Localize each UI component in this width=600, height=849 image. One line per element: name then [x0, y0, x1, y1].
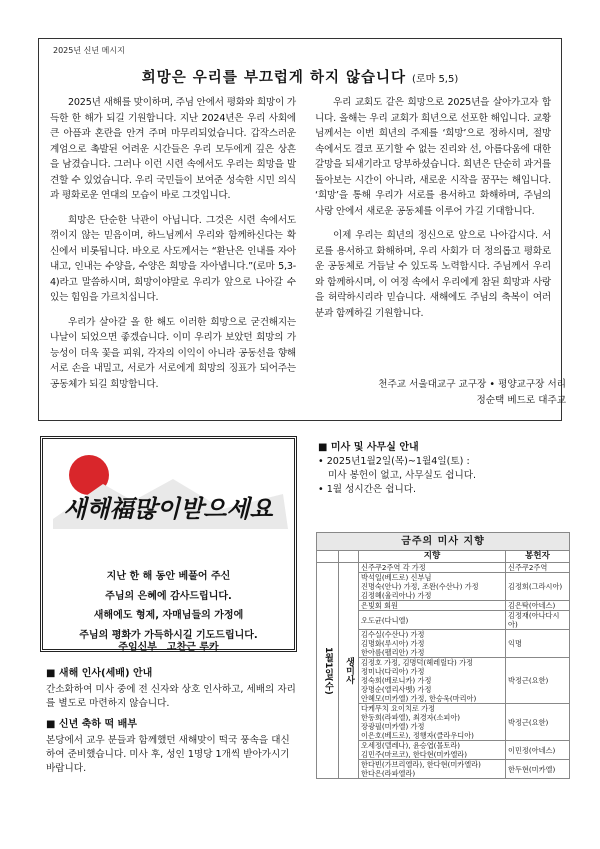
title-text: 희망은 우리를 부끄럽게 하지 않습니다 [141, 70, 407, 86]
intention-cell [359, 573, 506, 601]
message-title [39, 66, 561, 87]
header-offerer: 봉헌자 [506, 551, 570, 563]
paragraph: 2025년 새해를 맞이하며, 주님 안에서 평화와 희망이 가득한 한 해가 되길 기원합니다. 지난 2024년은 우리 사회에 큰 아픔과 혼란을 안겨 주며 마무리되었습니다. 갑작스러운 계엄으로 촉발된 어려운 시간들은 우리 모두에게 깊은 상흔을 남겼습니다. 그러나 이런 시련 속에서도 우리는 희망을 발견할 수 있었습니다. 우리 국민들이 보여준 성숙한 시민 의식과 평화로운 연대의 모습이 바로 그것입니다. [50, 97, 296, 201]
intention-line: 김명화(루시아) 가정 [361, 639, 425, 648]
intention-line: 한다은(라파엘라) [361, 769, 416, 778]
greeting-line: 새해에도 형제, 자매님들의 가정에 [93, 610, 244, 621]
intention-line: 박석일(베드로) 신부님 [361, 573, 432, 582]
intention-cell [359, 601, 506, 611]
intention-cell [359, 760, 506, 779]
offerer-cell: 박정근(요한) [506, 658, 570, 704]
paragraph: 우리가 살아갈 올 한 해도 이러한 희망으로 굳건해지는 나날이 되었으면 좋겠습니다. 이미 우리가 보았던 희망의 가능성이 더욱 꽃을 피워, 각자의 이익이 아니라 공동선을 향해 서로 손을 내밀고, 서로가 서로에게 희망의 징표가 되어주는 공동체가 되길 희망합니다. [50, 316, 296, 390]
table-body [317, 563, 570, 779]
intention-line: 김정호 가정, 김명덕(헤레릴다) 가정 [361, 658, 473, 667]
intention-cell [359, 704, 506, 741]
greeting-line: 주님의 평화가 가득하시길 기도드립니다. [79, 629, 258, 641]
intention-line: 정미나(다리아) 가정 [361, 667, 425, 676]
intention-line: 김수실(수산나) 가정 [361, 630, 425, 639]
paragraph: 이제 우리는 희년의 정신으로 앞으로 나아갑시다. 서로를 용서하고 화해하며, 우리 사회가 더 정의롭고 평화로운 공동체로 거듭날 수 있도록 노력합시다. 주님께서 우리와 함께하시며, 이 여정 속에서 우리에게 참된 희망과 사랑을 허락하시리라 믿습니다. 새해에도 주님의 축복이 여러분과 함께하길 기원합니다. [315, 230, 551, 319]
notice-bullet-detail: 미사 봉헌이 없고, 사무실도 쉽니다. [328, 470, 477, 481]
mass-type-cell: 생미사 [339, 563, 359, 779]
signature-name: 정순택 베드로 대주교 [476, 395, 566, 406]
intention-cell [359, 741, 506, 760]
offerer-cell: 이민정(아네스) [506, 741, 570, 760]
intention-cell [359, 630, 506, 658]
notice-greeting [46, 667, 296, 711]
header-blank [339, 551, 359, 563]
intention-cell [359, 563, 506, 573]
offerer-cell: 김은탁(아네스) [506, 601, 570, 611]
pastor-signature: 주임신부 고찬근 루카 [118, 642, 219, 653]
intention-line: 김정혜(율리아나) 가정 [361, 591, 432, 600]
intention-line: 장명순(엘리사벳) 가정 [361, 685, 432, 694]
offerer-cell: 한두현(미카엘) [506, 760, 570, 779]
message-right-column [315, 95, 551, 330]
day-cell: 1월1일(수) [317, 563, 339, 779]
intention-line: 오도균(다니엘) [361, 615, 409, 625]
mass-office-notice [318, 441, 568, 497]
notice-bullet: • 2025년1월2일(목)~1월4일(토) : [318, 456, 470, 467]
intention-line: 한다빈(가브리엘라), 한다현(미카엘라) [361, 760, 481, 769]
paragraph: 희망은 단순한 낙관이 아닙니다. 그것은 시련 속에서도 꺾이지 않는 믿음이며, 하느님께서 우리와 함께하신다는 확신에서 비롯됩니다. 바오로 사도께서는 “환난은 인내를 자아내고, 인내는 수양을, 수양은 희망을 자아냅니다.”(로마 5,3-4)라고 말씀하시며, 희망이야말로 우리가 앞으로 나아갈 수 있는 힘임을 가르치십니다. [50, 214, 296, 303]
table-caption: 금주의 미사 지향 [317, 533, 570, 551]
greeting-card [40, 436, 297, 652]
intention-line: 진명숙(안나) 가정, 조완(수산나) 가정 [361, 582, 479, 591]
header-intention: 지향 [359, 551, 506, 563]
message-left-column [50, 95, 296, 401]
notice-title: ■ 신년 축하 떡 배부 [46, 719, 137, 730]
intention-line: 은빛회 회원 [361, 601, 399, 610]
notice-rice-cake [46, 718, 296, 776]
message-label: 2025년 신년 메시지 [53, 46, 125, 55]
notice-body: 본당에서 교우 분들과 함께했던 새해맞이 떡국 풍속을 대신하여 준비했습니다. 미사 후, 성인 1명당 1개씩 받아가시기 바랍니다. [46, 735, 290, 774]
intention-line: 장광필(미카엘) 가정 [361, 722, 425, 731]
intention-line: 한아름(펠리안) 가정 [361, 648, 425, 657]
intention-cell [359, 658, 506, 704]
notice-bullet: • 1월 성시간은 쉽니다. [318, 484, 417, 495]
offerer-cell: 박정근(요한) [506, 704, 570, 741]
intention-cell [359, 611, 506, 630]
intention-line: 한동희(라파엘), 최경자(소피아) [361, 713, 461, 722]
intention-line: 이은호(베드로), 정행자(클라우디아) [361, 731, 474, 740]
offerer-cell: 익명 [506, 630, 570, 658]
table-row [317, 563, 570, 573]
intention-line: 김민주(마르코), 한다현(미카엘라) [361, 750, 468, 759]
greeting-line: 지난 한 해 동안 베풀어 주신 [106, 571, 231, 582]
paragraph: 우리 교회도 같은 희망으로 2025년을 살아가고자 합니다. 올해는 우리 교회가 희년으로 선포한 해입니다. 교황님께서는 이번 희년의 주제를 ‘희망’으로 정하시며, 절망 속에서도 결코 포기할 수 없는 진리와 선, 아름다움에 대한 갈망을 되새기라고 당부하셨습니다. 희년은 단순히 과거를 돌아보는 시간이 아니라, 새로운 시작을 꿈꾸는 해입니다. ‘희망’을 통해 우리가 서로를 용서하고 화해하며, 주님의 사랑 안에서 새로운 공동체를 이루어 가길 기대합니다. [315, 97, 551, 217]
calligraphy: 새해福많이받으세요 [63, 494, 273, 523]
mass-intention-table [316, 532, 570, 779]
intention-line: 안혜모(미카엘) 가정, 한승욱(마리아) [361, 694, 477, 703]
greeting-line: 주님의 은혜에 감사드립니다. [105, 590, 232, 602]
offerer-cell: 신주쿠2주역 [506, 563, 570, 573]
notice-body: 간소화하여 미사 중에 전 신자와 상호 인사하고, 세배의 자리를 별도로 마련하지 않습니다. [46, 684, 296, 709]
signature-title: 천주교 서울대교구 교구장 • 평양교구장 서리 [378, 379, 566, 390]
offerer-cell: 김정재(아나다시아) [506, 611, 570, 630]
message-signature [378, 377, 566, 409]
notice-title: ■ 새해 인사(세배) 안내 [46, 668, 153, 679]
intention-line: 오세정(델레나), 윤승엽(몰토라) [361, 741, 461, 750]
greeting-illustration [43, 439, 294, 559]
intention-line: 신주쿠2주역 각 가정 [361, 563, 426, 572]
intention-line: 다케무치 요이치로 가정 [361, 704, 436, 713]
intention-line: 정숙희(베로니카) 가정 [361, 676, 432, 685]
header-blank [317, 551, 339, 563]
title-reference: (로마 5,5) [412, 74, 459, 85]
offerer-cell: 김정희(그라시아) [506, 573, 570, 601]
notice-title: ■ 미사 및 사무실 안내 [318, 442, 419, 453]
greeting-text [43, 567, 294, 645]
